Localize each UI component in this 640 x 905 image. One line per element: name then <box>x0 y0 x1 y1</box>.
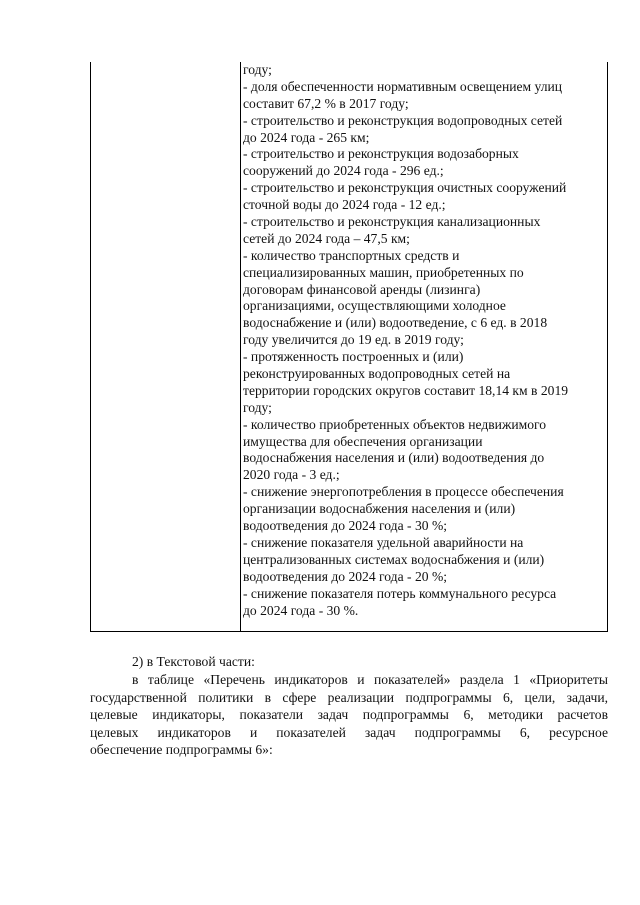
table-cell-line: - снижение показателя удельной аварийности на <box>243 534 524 550</box>
table-column-divider <box>240 62 241 631</box>
table-cell-line: - количество приобретенных объектов недвижимого <box>243 416 547 432</box>
indicators-table <box>90 62 608 632</box>
table-cell-line: водоснабжение и (или) водоотведение, с 6 ед. в 2018 <box>243 315 548 331</box>
table-cell-line: - снижение показателя потерь коммунального ресурса <box>243 585 557 601</box>
table-cell-line: договорам финансовой аренды (лизинга) <box>243 281 481 297</box>
section-heading: 2) в Текстовой части: <box>132 654 255 669</box>
table-cell-line: водоотведения до 2024 года - 20 %; <box>243 568 448 584</box>
table-cell-line: до 2024 года - 30 %. <box>243 602 359 618</box>
body-line: государственной политики в сфере реализации подпрограммы 6, цели, задачи, <box>90 689 608 705</box>
table-cell-line: водоотведения до 2024 года - 30 %; <box>243 518 448 534</box>
table-cell-line: - строительство и реконструкция канализационных <box>243 214 541 230</box>
body-line: целевых индикаторов и показателей задач подпрограммы 6, ресурсное <box>90 724 608 740</box>
table-cell-line: - доля обеспеченности нормативным освещением улиц <box>243 78 563 94</box>
body-line: обеспечение подпрограммы 6»: <box>90 742 273 757</box>
table-cell-line: сточной воды до 2024 года - 12 ед.; <box>243 197 446 213</box>
table-cell-line: имущества для обеспечения организации <box>243 433 483 449</box>
table-cell-line: году увеличится до 19 ед. в 2019 году; <box>243 332 464 348</box>
table-cell-line: водоснабжения населения и (или) водоотведения до <box>243 450 545 466</box>
table-cell-line: территории городских округов составит 18,14 км в 2019 <box>243 382 569 398</box>
table-cell-line: - строительство и реконструкция очистных сооружений <box>243 180 567 196</box>
table-cell-line: 2020 года - 3 ед.; <box>243 467 340 483</box>
table-cell-line: году; <box>243 62 272 77</box>
table-cell-line: - строительство и реконструкция водозаборных <box>243 146 519 162</box>
table-cell-line: реконструированных водопроводных сетей на <box>243 366 511 382</box>
table-right-cell <box>243 62 607 619</box>
table-cell-line: централизованных системах водоснабжения и (или) <box>243 551 545 567</box>
body-line: целевые индикаторы, показатели задач подпрограммы 6, методики расчетов <box>90 707 608 722</box>
table-cell-line: - снижение энергопотребления в процессе обеспечения <box>243 484 564 500</box>
table-cell-line: специализированных машин, приобретенных по <box>243 264 524 280</box>
table-cell-line: сооружений до 2024 года - 296 ед.; <box>243 163 444 179</box>
body-paragraph <box>90 671 608 759</box>
table-cell-line: - протяженность построенных и (или) <box>243 349 464 365</box>
table-cell-line: составит 67,2 % в 2017 году; <box>243 95 409 111</box>
body-line: в таблице «Перечень индикаторов и показателей» раздела 1 «Приоритеты <box>132 672 608 687</box>
table-cell-line: организации водоснабжения населения и (или) <box>243 501 516 517</box>
table-cell-line: до 2024 года - 265 км; <box>243 129 370 145</box>
table-cell-line: сетей до 2024 года – 47,5 км; <box>243 230 410 246</box>
table-cell-line: организациями, осуществляющими холодное <box>243 298 506 314</box>
table-cell-line: - количество транспортных средств и <box>243 247 460 263</box>
table-cell-line: году; <box>243 399 272 415</box>
table-cell-line: - строительство и реконструкция водопроводных сетей <box>243 112 563 128</box>
